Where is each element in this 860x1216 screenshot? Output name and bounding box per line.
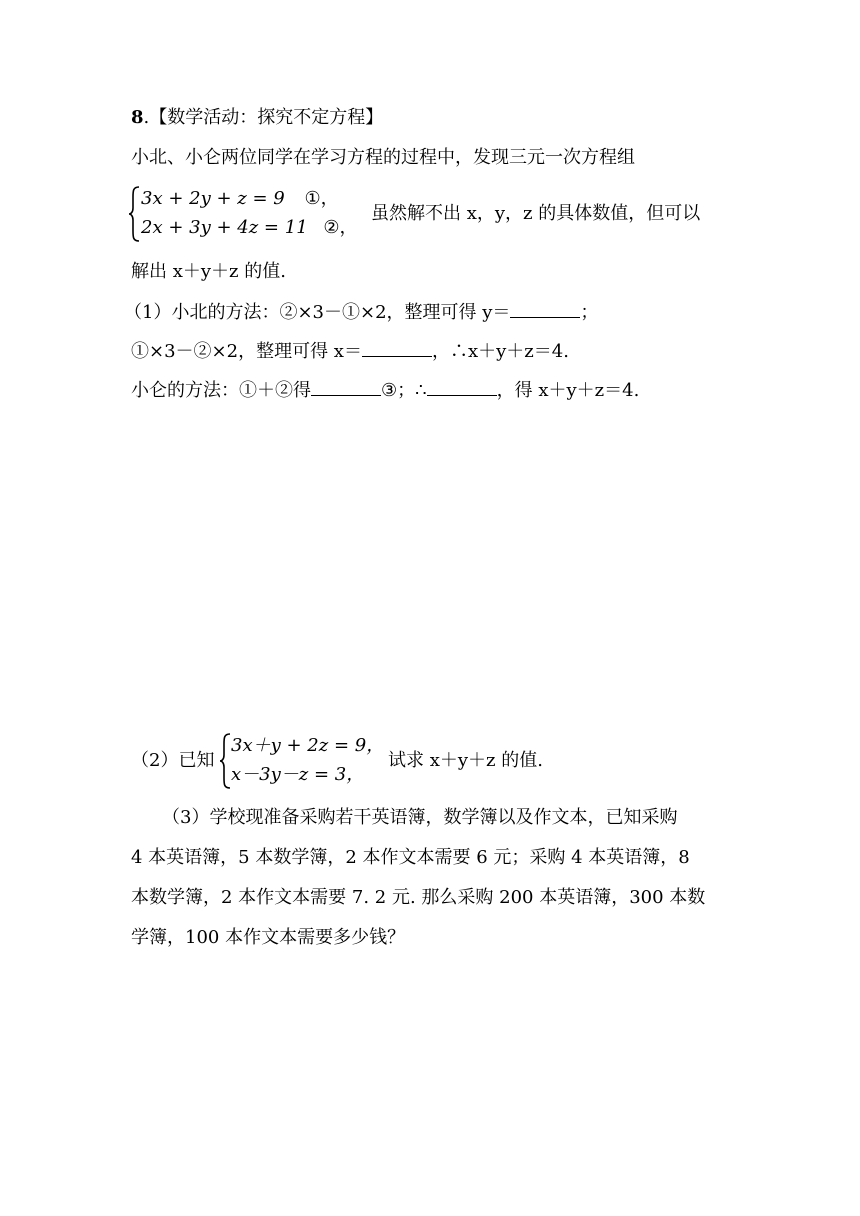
part3-line-4: 学簿，100 本作文本需要多少钱？ (131, 927, 406, 948)
continuation-text: 解出 x＋y＋z 的值. (131, 261, 286, 282)
part2-prefix: （2）已知 (131, 750, 215, 771)
part1-line-b: ①×3－②×2，整理可得 x＝ ，∴x＋y＋z＝4. (131, 338, 569, 365)
part1-line-a: （1）小北的方法：②×3－①×2，整理可得 y＝ ； (124, 299, 598, 326)
question-heading: .【数学活动：探究不定方程】 (143, 107, 384, 128)
part3-line-1: （3）学校现准备采购若干英语簿，数学簿以及作文本，已知采购 (162, 807, 678, 828)
system2-eq1: 3x＋y + 2z = 9， (231, 735, 385, 756)
part3-line-2: 4 本英语簿，5 本数学簿，2 本作文本需要 6 元；采购 4 本英语簿，8 (131, 847, 690, 868)
intro-text: 小北、小仑两位同学在学习方程的过程中，发现三元一次方程组 (131, 147, 635, 168)
left-brace-icon (128, 185, 140, 243)
part1-line-c: 小仑的方法：①＋②得 ③；∴ ，得 x＋y＋z＝4. (131, 377, 639, 404)
system1-eq2: 2x + 3y + 4z = 11 ②， (141, 217, 358, 238)
answer-blank-therefore[interactable] (427, 377, 497, 396)
left-brace-icon (219, 732, 231, 790)
circled-one-mark: ①， (304, 188, 339, 209)
system1-eq1: 3x + 2y + z = 9 ①， (141, 188, 339, 209)
part3-line-3: 本数学簿，2 本作文本需要 7. 2 元. 那么采购 200 本英语簿，300 本数 (131, 887, 706, 908)
circled-two-mark: ②， (323, 217, 358, 238)
answer-blank-x[interactable] (362, 338, 432, 357)
answer-blank-sum-eq[interactable] (311, 377, 381, 396)
question-number: 8 (131, 107, 144, 128)
question-title (131, 105, 383, 131)
equation-system-2 (219, 732, 389, 790)
system2-eq2: x－3y－z = 3， (231, 764, 365, 785)
equation-system-1 (128, 185, 368, 243)
after-system-text: 虽然解不出 x，y，z 的具体数值，但可以 (371, 203, 701, 224)
answer-blank-y[interactable] (510, 299, 580, 318)
part2-suffix: 试求 x＋y＋z 的值. (388, 750, 543, 771)
